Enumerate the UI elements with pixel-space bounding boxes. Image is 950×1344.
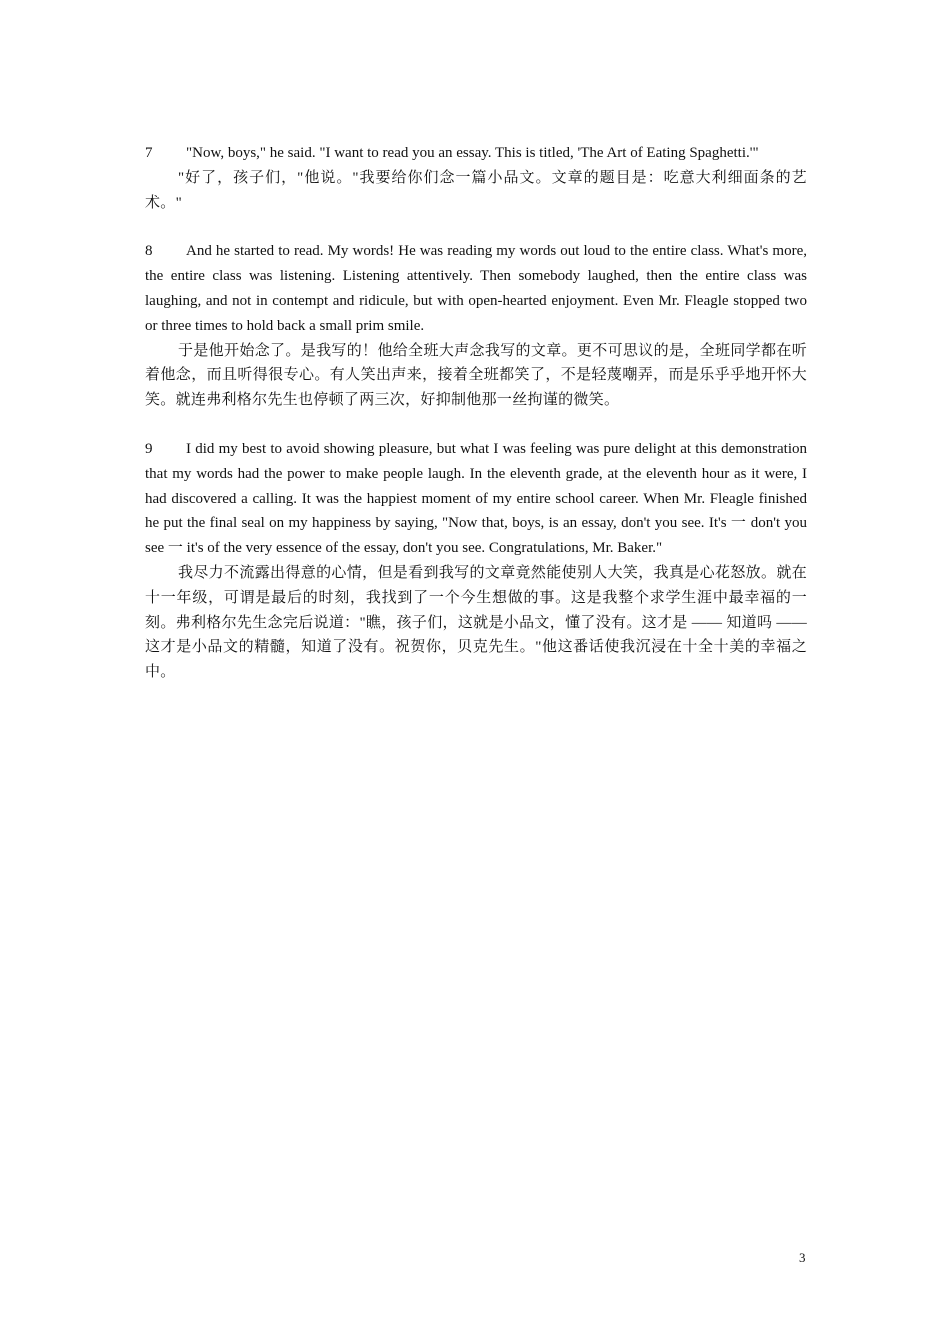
english-sentence: "Now, boys," he said. "I want to read you an essay. This is titled, 'The Art of Eating Spaghetti.'" — [186, 145, 759, 161]
english-sentence: I did my best to avoid showing pleasure, but what I was feeling was pure delight at this demonstration that my words had the power to make people laugh. In the eleventh grade, at the eleventh hour as it were, I had discovered a calling. It was the happiest moment of my entire school career. When Mr. Fleagle finished he put the final seal on my happiness by saying, "Now that, boys, is an essay, don't you see. It's 一 don't you see 一 it's of the very essence of the essay, don't you see. Congratulations, Mr. Baker." — [145, 440, 807, 557]
paragraph-8 — [145, 239, 807, 413]
paragraph-number: 9 — [145, 440, 153, 457]
english-text — [145, 141, 807, 166]
chinese-translation: "好了，孩子们，"他说。"我要给你们念一篇小品文。文章的题目是：吃意大利细面条的艺术。" — [145, 169, 807, 211]
chinese-translation: 于是他开始念了。是我写的！他给全班大声念我写的文章。更不可思议的是，全班同学都在听着他念，而且听得很专心。有人笑出声来，接着全班都笑了，不是轻蔑嘲弄，而是乐乎乎地开怀大笑。就连弗利格尔先生也停顿了两三次，好抑制他那一丝拘谨的微笑。 — [145, 342, 807, 409]
english-sentence: And he started to read. My words! He was reading my words out loud to the entire class. What's more, the entire class was listening. Listening attentively. Then somebody laughed, then the entire class was laughing, and not in contempt and ridicule, but with open-hearted enjoyment. Even Mr. Fleagle stopped two or three times to hold back a small prim smile. — [145, 243, 807, 334]
english-text — [145, 437, 807, 561]
page-number: 3 — [799, 1250, 806, 1265]
paragraph-number: 8 — [145, 243, 153, 260]
paragraph-9 — [145, 437, 807, 685]
chinese-translation: 我尽力不流露出得意的心情，但是看到我写的文章竟然能使别人大笑，我真是心花怒放。就在十一年级，可谓是最后的时刻，我找到了一个今生想做的事。这是我整个求学生涯中最幸福的一刻。弗利格尔先生念完后说道："瞧，孩子们，这就是小品文，懂了没有。这才是 —— 知道吗 —— 这才是小品文的精髓，知道了没有。祝贺你，贝克先生。"他这番话使我沉浸在十全十美的幸福之中。 — [145, 564, 807, 681]
document-body — [145, 141, 807, 709]
english-text — [145, 239, 807, 338]
paragraph-number: 7 — [145, 145, 153, 161]
paragraph-7 — [145, 141, 807, 215]
